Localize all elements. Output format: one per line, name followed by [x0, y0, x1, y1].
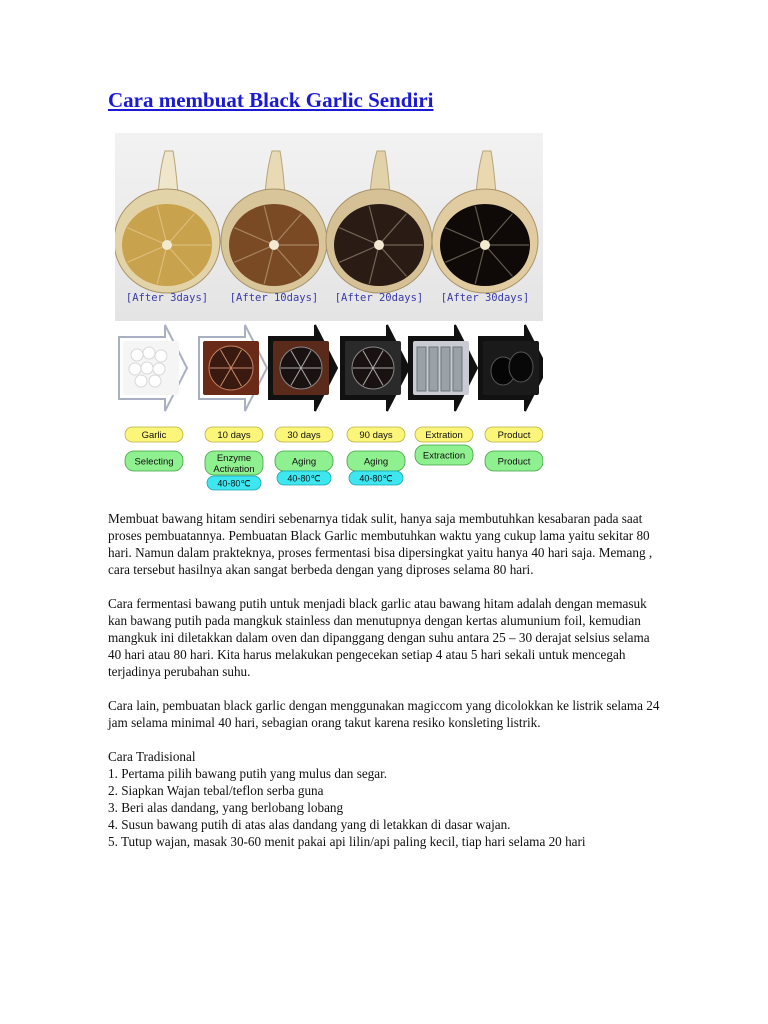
process-step: Activation [213, 464, 255, 475]
process-label: 10 days [217, 430, 251, 441]
photo-caption: [After 10days] [229, 292, 319, 304]
list-item: 4. Susun bawang putih di atas alas dandang yang di letakkan di dasar wajan. [108, 817, 511, 832]
process-stage-1 [119, 325, 187, 471]
paragraph-fermentation: Cara fermentasi bawang putih untuk menjadi black garlic atau bawang hitam adalah dengan memasuk kan bawang putih pada mangkuk stainless dan menutupnya dengan kertas alumunium foil, kemudian mangkuk ini diletakkan dalam oven dan dipanggang dengan suhu antara 25 – 30 derajat selsius selama 40 hari atau 80 hari. Kita harus melakukan pengecekan setiap 4 atau 5 hari sekali untuk mencegah terjadinya perubahan suhu. [108, 596, 650, 679]
process-step: Enzyme [216, 453, 252, 464]
process-label: 90 days [359, 430, 393, 441]
process-temperature: 40-80℃ [359, 473, 393, 484]
traditional-method-steps [108, 765, 664, 850]
document-title-link[interactable]: Cara membuat Black Garlic Sendiri [108, 88, 434, 112]
process-diagram [115, 323, 543, 495]
list-item: 5. Tutup wajan, masak 30-60 menit pakai api lilin/api paling kecil, tiap hari selama 20 hari [108, 834, 586, 849]
garlic-aging-photo [115, 133, 543, 321]
list-item: 2. Siapkan Wajan tebal/teflon serba guna [108, 783, 324, 798]
photo-caption: [After 20days] [334, 292, 424, 304]
garlic-aging-photo-graphic [115, 133, 543, 321]
garlic-bulb-1 [115, 151, 220, 293]
process-step: Selecting [134, 456, 174, 468]
paragraph-magiccom: Cara lain, pembuatan black garlic dengan menggunakan magiccom yang dicolokkan ke listrik selama 24 jam selama minimal 40 hari, sebagian orang takut karena resiko konsleting listrik. [108, 698, 660, 730]
process-stage-5 [409, 325, 477, 465]
process-temperature: 40-80℃ [287, 473, 321, 484]
garlic-bulb-4 [432, 151, 538, 293]
process-stage-3 [269, 325, 337, 485]
process-step: Aging [363, 456, 389, 468]
list-item: 1. Pertama pilih bawang putih yang mulus dan segar. [108, 766, 388, 781]
list-item: 3. Beri alas dandang, yang berlobang lobang [108, 800, 344, 815]
process-label: Extration [425, 430, 463, 441]
photo-caption: [After 3days] [125, 292, 209, 304]
process-stage-2 [199, 325, 267, 490]
process-stage-4 [341, 325, 409, 485]
process-step: Aging [291, 456, 317, 468]
process-label: 30 days [287, 430, 321, 441]
garlic-bulb-2 [221, 151, 327, 293]
garlic-bulb-3 [326, 151, 432, 293]
process-diagram-graphic [115, 323, 543, 495]
process-step: Extraction [422, 450, 466, 462]
photo-caption: [After 30days] [440, 292, 530, 304]
paragraph-intro: Membuat bawang hitam sendiri sebenarnya tidak sulit, hanya saja membutuhkan kesabaran pada saat proses pembuatannya. Pembuatan Black Garlic membutuhkan waktu yang cukup lama yaitu sekitar 80 hari. Namun dalam prakteknya, proses fermentasi bisa dipersingkat yaitu hanya 40 hari saja. Memang , cara tersebut hasilnya akan sangat berbeda dengan yang diproses selama 80 hari. [108, 511, 653, 577]
process-label: Garlic [141, 430, 167, 441]
process-label: Product [497, 430, 531, 441]
process-temperature: 40-80℃ [217, 478, 251, 489]
traditional-method-heading: Cara Tradisional [108, 749, 196, 764]
process-step: Product [497, 456, 531, 468]
article-body [108, 510, 664, 850]
process-stage-6 [479, 325, 543, 471]
